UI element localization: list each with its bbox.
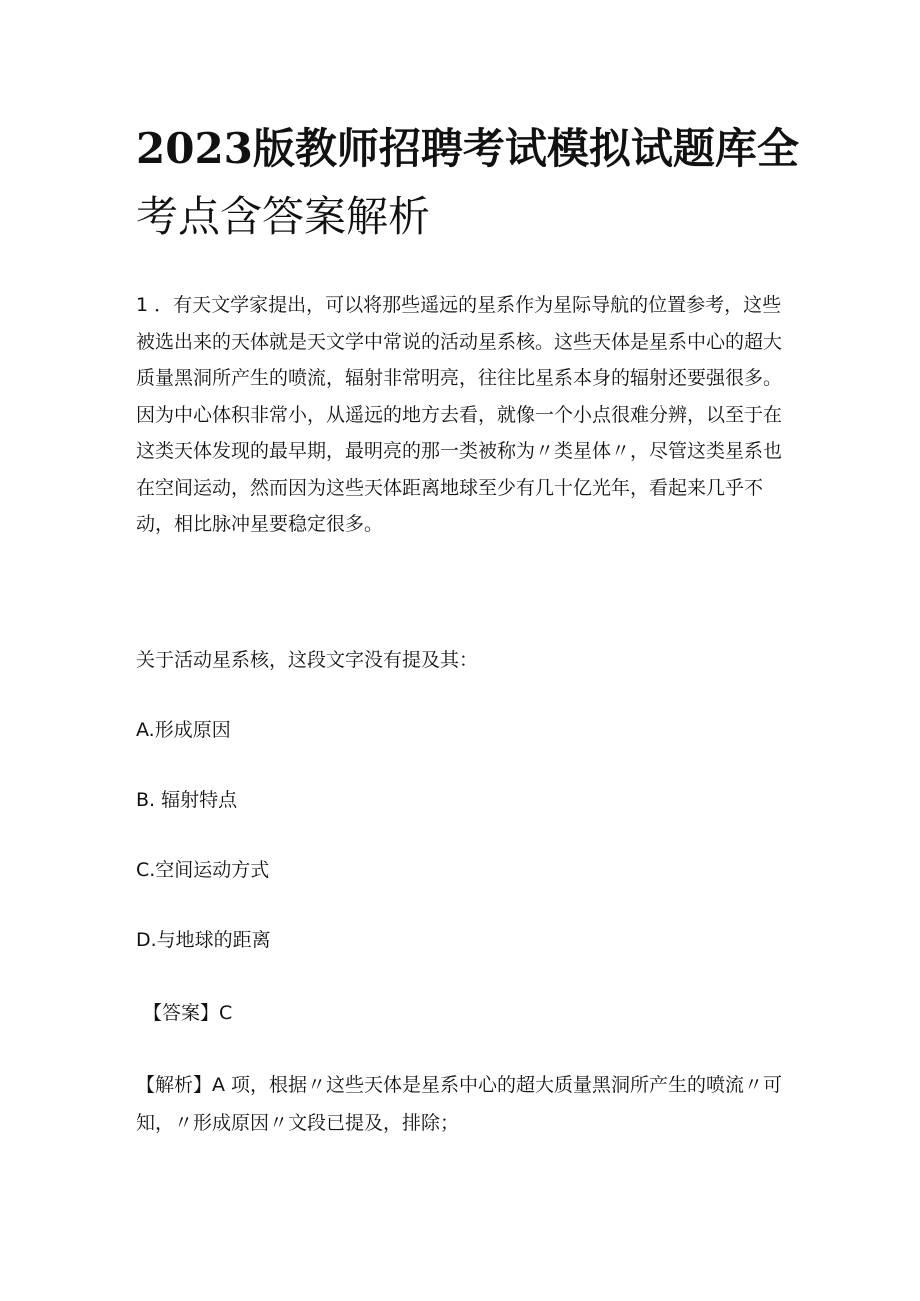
answer-line: 【答案】C	[143, 1002, 233, 1024]
option-b: B. 辐射特点	[136, 789, 238, 811]
document-title-line-1	[136, 118, 799, 180]
option-d: D.与地球的距离	[136, 929, 271, 951]
title-text-line-1: 版教师招聘考试模拟试题库全	[252, 124, 799, 173]
title-year: 2023	[136, 124, 253, 173]
analysis-paragraph: 【解析】A 项，根据〃这些天体是星系中心的超大质量黑洞所产生的喷流〃可知，〃形成原因〃文段已提及，排除；	[136, 1074, 783, 1134]
option-a: A.形成原因	[136, 719, 231, 741]
question-prompt: 关于活动星系核，这段文字没有提及其：	[136, 649, 479, 671]
question-text: ．有天文学家提出，可以将那些遥远的星系作为星际导航的位置参考，这些被选出来的天体就是天文学中常说的活动星系核。这些天体是星系中心的超大质量黑洞所产生的喷流，辐射非常明亮，往往比星系本身的辐射还要强很多。因为中心体积非常小，从遥远的地方去看，就像一个小点很难分辨，以至于在这类天体发现的最早期，最明亮的那一类被称为〃类星体〃，尽管这类星系也在空间运动，然而因为这些天体距离地球至少有几十亿光年，看起来几乎不动，相比脉冲星要稳定很多。	[136, 294, 783, 535]
option-c: C.空间运动方式	[136, 859, 270, 881]
question-passage	[136, 287, 796, 543]
document-title-line-2: 考点含答案解析	[136, 192, 431, 241]
question-number: 1	[136, 294, 149, 316]
